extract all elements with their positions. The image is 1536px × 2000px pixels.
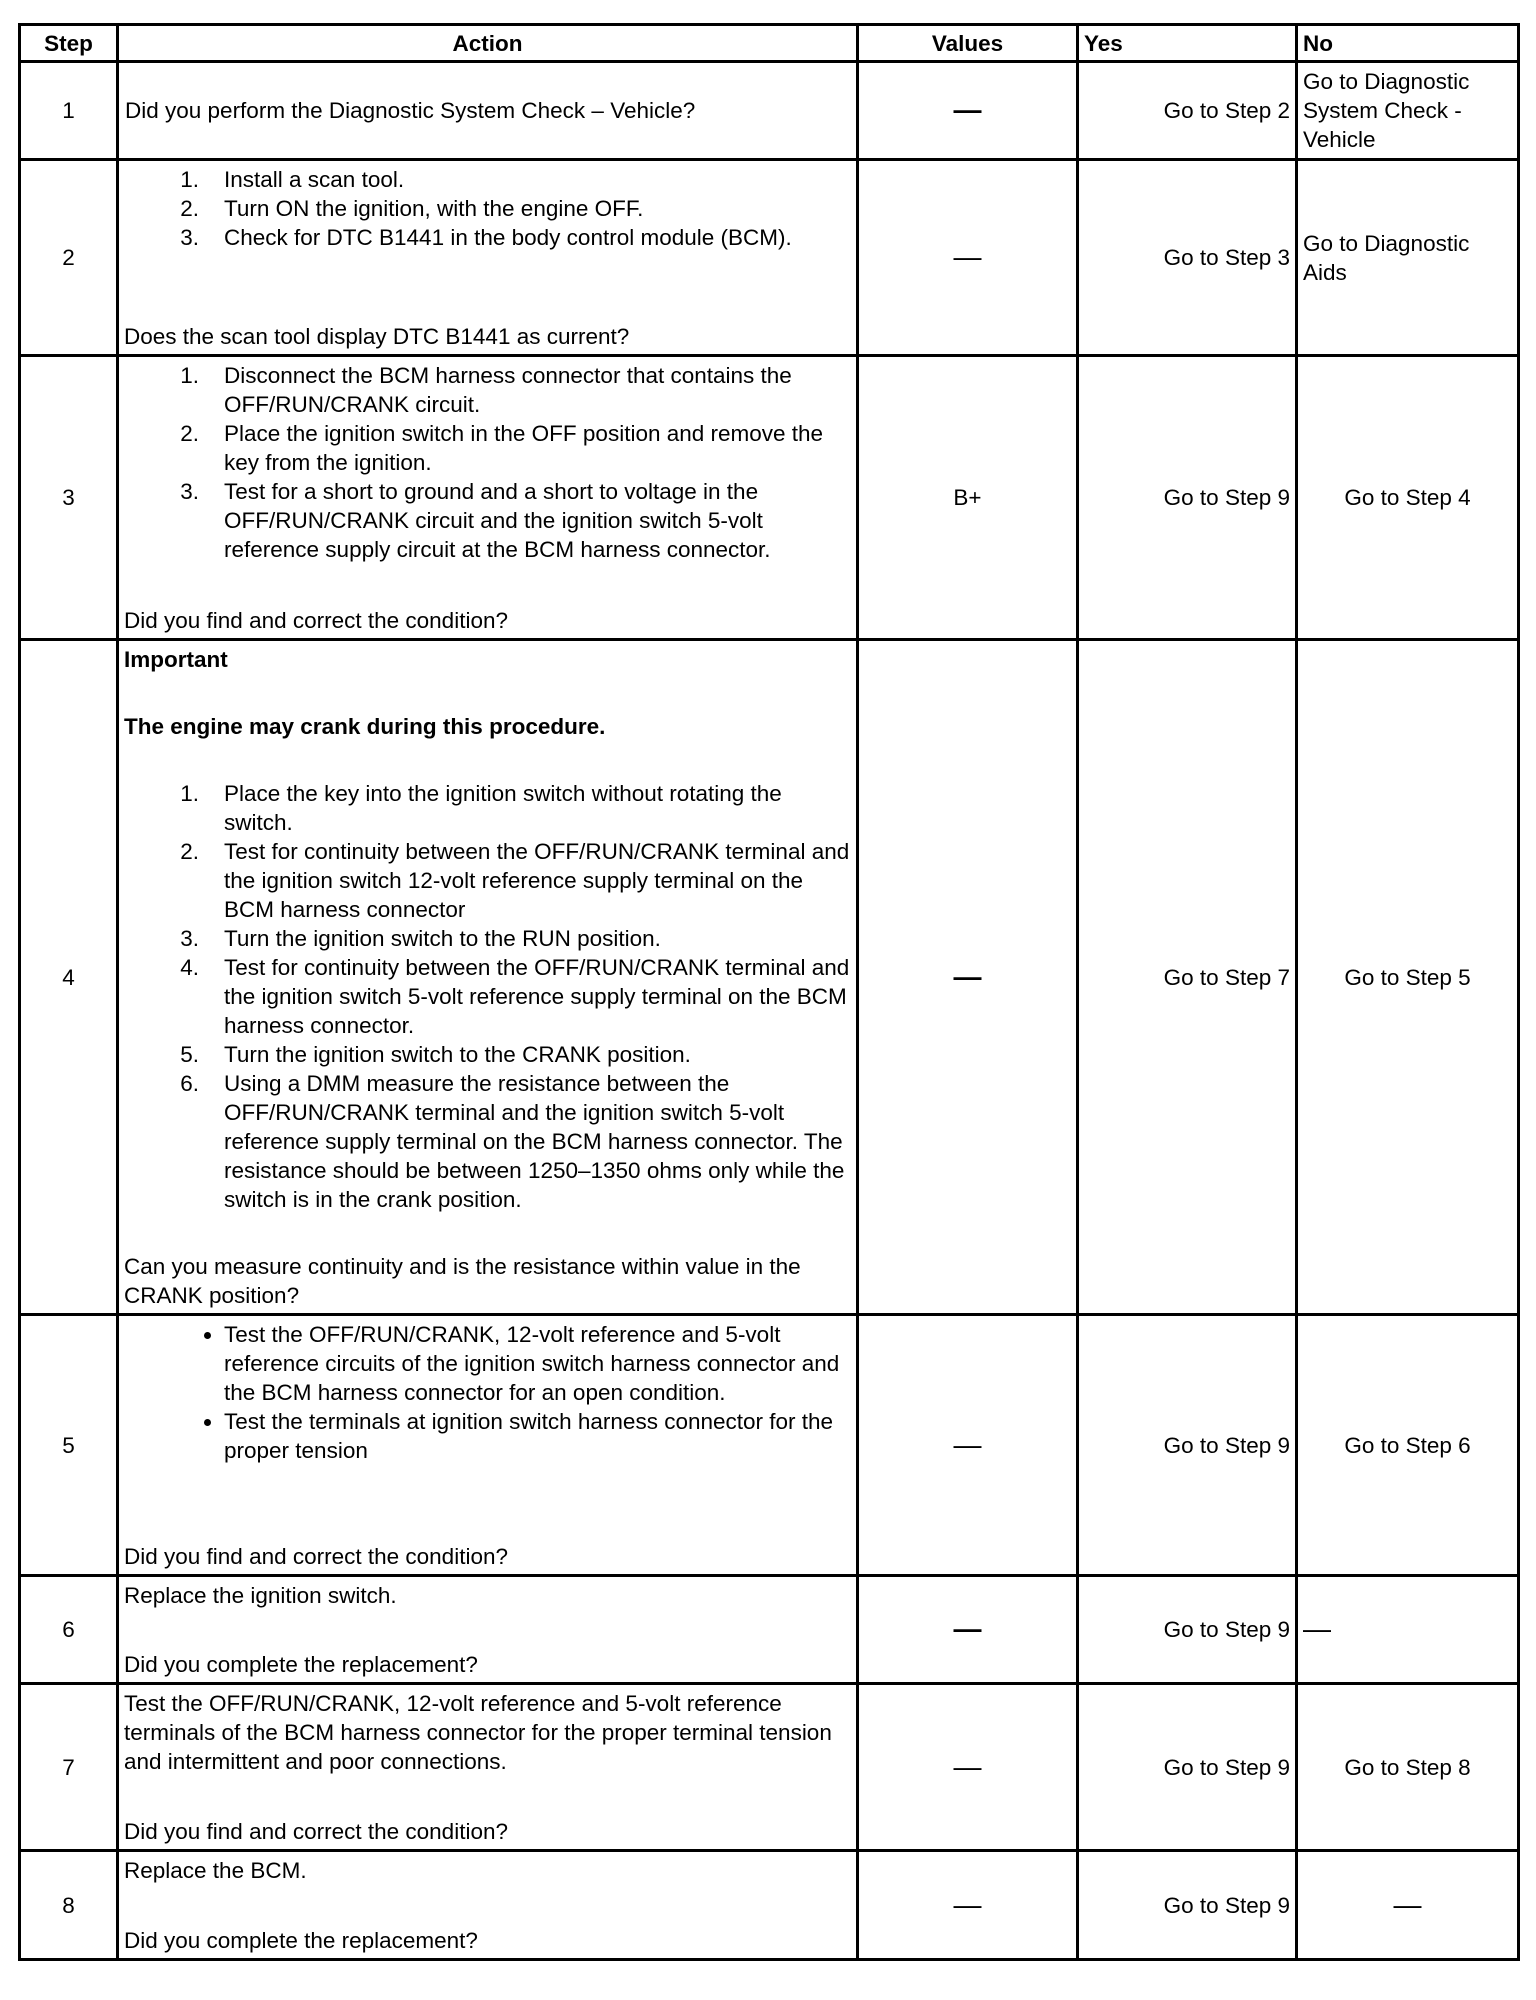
action-cell [118, 1576, 858, 1684]
value-cell [858, 1684, 1078, 1851]
step-number: 6 [20, 1576, 118, 1684]
header-yes: Yes [1078, 25, 1297, 62]
header-values: Values [858, 25, 1078, 62]
action-bullet: • Test the terminals at ignition switch harness connector for the proper tension [224, 1407, 851, 1465]
action-question: Did you perform the Diagnostic System Check – Vehicle? [125, 98, 696, 123]
step-number: 4 [20, 640, 118, 1315]
table-row [20, 1851, 1519, 1960]
step-number: 7 [20, 1684, 118, 1851]
header-action: Action [118, 25, 858, 62]
yes-cell: Go to Step 9 [1078, 1315, 1297, 1576]
table-row [20, 356, 1519, 640]
yes-cell: Go to Step 9 [1078, 1851, 1297, 1960]
no-cell: Go to Step 6 [1297, 1315, 1519, 1576]
step-number: 1 [20, 62, 118, 160]
table-row [20, 1315, 1519, 1576]
step-number: 3 [20, 356, 118, 640]
action-cell [118, 1315, 858, 1576]
action-question: Did you complete the replacement? [124, 1651, 478, 1677]
action-cell [118, 356, 858, 640]
value-text: — [953, 1428, 982, 1460]
action-question: Did you find and correct the condition? [124, 1818, 508, 1844]
action-cell [118, 1851, 858, 1960]
diagnostic-table [18, 23, 1520, 1961]
step-number: 8 [20, 1851, 118, 1960]
header-no: No [1297, 25, 1519, 62]
important-label: Important [124, 646, 228, 672]
value-text: — [953, 241, 982, 272]
table-row [20, 1576, 1519, 1684]
action-step: 2. Test for continuity between the OFF/RUN/CRANK terminal and the ignition switch 12-volt reference supply terminal on the BCM harness connector [224, 837, 851, 924]
no-cell: Go to Diagnostic System Check - Vehicle [1297, 62, 1519, 160]
no-cell: Go to Step 4 [1297, 356, 1519, 640]
table-row [20, 640, 1519, 1315]
no-cell [1297, 1851, 1519, 1960]
no-cell: Go to Step 8 [1297, 1684, 1519, 1851]
value-cell: B+ [858, 356, 1078, 640]
action-step: 1. Install a scan tool. [224, 165, 851, 194]
no-text: — [1393, 1888, 1422, 1920]
value-text: — [953, 1750, 982, 1782]
table-row [20, 62, 1519, 160]
value-cell [858, 1851, 1078, 1960]
yes-cell: Go to Step 9 [1078, 356, 1297, 640]
step-number: 5 [20, 1315, 118, 1576]
value-text: — [953, 960, 982, 992]
action-cell [118, 62, 858, 160]
no-cell: Go to Diagnostic Aids [1297, 160, 1519, 356]
header-step: Step [20, 25, 118, 62]
action-question: Did you complete the replacement? [124, 1927, 478, 1953]
yes-cell: Go to Step 9 [1078, 1684, 1297, 1851]
header-row [20, 25, 1519, 62]
action-step: 6. Using a DMM measure the resistance between the OFF/RUN/CRANK terminal and the ignition switch 5-volt reference supply terminal on the BCM harness connector. The resistance should be between 1250–1350 ohms only while the switch is in the crank position. [224, 1069, 851, 1214]
step-number: 2 [20, 160, 118, 356]
action-step: 3. Test for a short to ground and a short to voltage in the OFF/RUN/CRANK circuit and the ignition switch 5-volt reference supply circuit at the BCM harness connector. [224, 477, 851, 564]
action-steps [124, 361, 851, 564]
value-cell [858, 1315, 1078, 1576]
value-cell [858, 1576, 1078, 1684]
action-step: 4. Test for continuity between the OFF/RUN/CRANK terminal and the ignition switch 5-volt reference supply terminal on the BCM harness connector. [224, 953, 851, 1040]
value-text: — [953, 1613, 982, 1644]
action-step: 1. Place the key into the ignition switch without rotating the switch. [224, 779, 851, 837]
action-question: Did you find and correct the condition? [124, 607, 508, 633]
value-cell [858, 62, 1078, 160]
action-steps [124, 165, 851, 252]
action-step: 3. Turn the ignition switch to the RUN position. [224, 924, 851, 953]
action-cell [118, 1684, 858, 1851]
table-row [20, 160, 1519, 356]
action-step: 1. Disconnect the BCM harness connector that contains the OFF/RUN/CRANK circuit. [224, 361, 851, 419]
action-question: Can you measure continuity and is the resistance within value in the CRANK position? [124, 1253, 801, 1308]
action-step: 5. Turn the ignition switch to the CRANK position. [224, 1040, 851, 1069]
action-question: Does the scan tool display DTC B1441 as current? [124, 323, 630, 349]
action-question: Did you find and correct the condition? [124, 1543, 508, 1569]
action-text: Replace the ignition switch. [124, 1582, 397, 1608]
action-cell [118, 640, 858, 1315]
action-cell [118, 160, 858, 356]
no-cell: Go to Step 5 [1297, 640, 1519, 1315]
yes-cell: Go to Step 2 [1078, 62, 1297, 160]
value-text: — [953, 94, 982, 125]
table-row [20, 1684, 1519, 1851]
yes-cell: Go to Step 3 [1078, 160, 1297, 356]
no-text: — [1303, 1613, 1331, 1644]
action-bullets [124, 1320, 851, 1465]
action-step: 2. Turn ON the ignition, with the engine OFF. [224, 194, 851, 223]
action-step: 3. Check for DTC B1441 in the body control module (BCM). [224, 223, 851, 252]
action-text: Test the OFF/RUN/CRANK, 12-volt reference and 5-volt reference terminals of the BCM harness connector for the proper terminal tension and intermittent and poor connections. [124, 1690, 832, 1774]
no-cell [1297, 1576, 1519, 1684]
value-text: — [953, 1888, 982, 1920]
action-text: Replace the BCM. [124, 1857, 307, 1883]
action-step: 2. Place the ignition switch in the OFF position and remove the key from the ignition. [224, 419, 851, 477]
value-cell [858, 160, 1078, 356]
yes-cell: Go to Step 9 [1078, 1576, 1297, 1684]
yes-cell: Go to Step 7 [1078, 640, 1297, 1315]
value-cell [858, 640, 1078, 1315]
important-note: The engine may crank during this procedure. [124, 713, 606, 739]
action-bullet: • Test the OFF/RUN/CRANK, 12-volt reference and 5-volt reference circuits of the ignition switch harness connector and the BCM harness connector for an open condition. [224, 1320, 851, 1407]
action-steps [124, 779, 851, 1214]
